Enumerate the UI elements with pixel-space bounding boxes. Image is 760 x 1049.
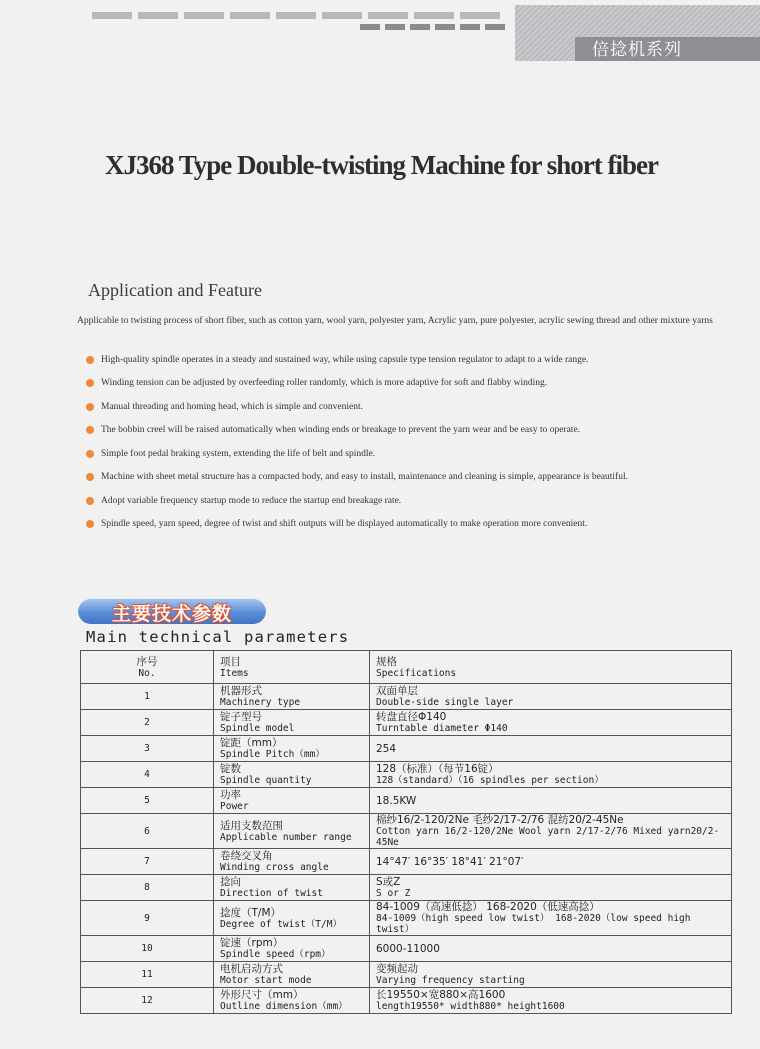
- list-item: [86, 372, 746, 396]
- row-item: [214, 788, 370, 814]
- list-item: [86, 513, 746, 537]
- row-item-en: Outline dimension（mm）: [220, 1001, 348, 1012]
- row-item-en: Direction of twist: [220, 888, 323, 899]
- table-row: [81, 684, 732, 710]
- row-spec-cn: 84-1009（高速低捻） 168-2020（低速高捻）: [376, 901, 600, 913]
- application-intro: Applicable to twisting process of short fiber, such as cotton yarn, wool yarn, polyester yarn, Acrylic yarn, pure polyester, acrylic sewing thread and other mixture yarns: [77, 316, 713, 326]
- row-spec-en: Cotton yarn 16/2-120/2Ne Wool yarn 2/17-2/76 Mixed yarn20/2-45Ne: [376, 826, 720, 848]
- row-item-cn: 功率: [220, 789, 241, 801]
- row-no: 9: [81, 901, 214, 936]
- row-spec-en: 84-1009（high speed low twist） 168-2020（low speed high twist）: [376, 913, 691, 935]
- row-item-cn: 卷绕交叉角: [220, 850, 273, 862]
- row-no: 6: [81, 814, 214, 849]
- row-item-en: Degree of twist（T/M）: [220, 918, 342, 930]
- header-item: [214, 651, 370, 684]
- list-item: [86, 395, 746, 419]
- row-item-cn: 捻向: [220, 876, 241, 888]
- row-spec: [370, 936, 732, 962]
- row-spec: [370, 875, 732, 901]
- header-item-cn: 项目: [220, 655, 241, 668]
- row-spec-en: Double-side single layer: [376, 697, 514, 708]
- header-no-en: No.: [138, 667, 156, 679]
- row-spec-en: 128（standard）（16 spindles per section）: [376, 775, 604, 786]
- row-spec: [370, 762, 732, 788]
- application-heading: Application and Feature: [88, 280, 262, 300]
- feature-text: High-quality spindle operates in a steady and sustained way, while using capsule type tension regulator to adapt to a wide range.: [101, 354, 589, 365]
- feature-text: Machine with sheet metal structure has a compacted body, and easy to install, maintenance and cleaning is simple, appearance is beautiful.: [101, 472, 628, 483]
- row-spec: [370, 849, 732, 875]
- row-item: [214, 814, 370, 849]
- feature-text: Simple foot pedal braking system, extending the life of belt and spindle.: [101, 448, 376, 459]
- row-item: [214, 736, 370, 762]
- feature-list: [86, 348, 746, 536]
- row-no: 4: [81, 762, 214, 788]
- table-row: [81, 988, 732, 1014]
- row-item: [214, 875, 370, 901]
- bullet-dot-icon: [86, 450, 94, 458]
- bullet-dot-icon: [86, 426, 94, 434]
- table-row: [81, 788, 732, 814]
- row-spec-cn: 18.5KW: [376, 794, 417, 807]
- row-spec-cn: 双面单层: [376, 685, 418, 697]
- table-row: [81, 962, 732, 988]
- row-spec-en: Turntable diameter Φ140: [376, 723, 508, 734]
- header-spec: [370, 651, 732, 684]
- row-spec-cn: 变频起动: [376, 963, 418, 975]
- row-no: 7: [81, 849, 214, 875]
- parameters-table: [80, 650, 732, 1014]
- row-no: 10: [81, 936, 214, 962]
- row-spec-cn: 254: [376, 742, 397, 755]
- row-spec-en: S or Z: [376, 888, 411, 899]
- row-no: 3: [81, 736, 214, 762]
- row-spec-cn: S或Z: [376, 876, 401, 888]
- row-spec-cn: 14°47′ 16°35′ 18°41′ 21°07′: [376, 855, 524, 868]
- table-row: [81, 849, 732, 875]
- header-item-en: Items: [220, 667, 249, 679]
- parameters-banner: [78, 598, 266, 624]
- row-item-cn: 捻度（T/M）: [220, 906, 282, 919]
- row-no: 12: [81, 988, 214, 1014]
- row-item-en: Spindle speed（rpm）: [220, 949, 331, 960]
- feature-text: Spindle speed, yarn speed, degree of twist and shift outputs will be displayed automatically to make operation more convenient.: [101, 519, 588, 530]
- bullet-dot-icon: [86, 473, 94, 481]
- table-row: [81, 710, 732, 736]
- table-row: [81, 814, 732, 849]
- row-item-en: Power: [220, 801, 249, 812]
- series-label: 倍捻机系列: [592, 40, 682, 60]
- row-no: 5: [81, 788, 214, 814]
- row-item: [214, 936, 370, 962]
- row-spec: [370, 710, 732, 736]
- row-item-cn: 电机启动方式: [220, 963, 283, 975]
- row-item-en: Winding cross angle: [220, 862, 329, 873]
- row-item-cn: 锭子型号: [220, 711, 262, 723]
- table-row: [81, 901, 732, 936]
- parameters-heading: Main technical parameters: [86, 628, 350, 646]
- row-spec: [370, 962, 732, 988]
- header-spec-cn: 规格: [376, 655, 397, 668]
- row-spec-cn: 棉纱16/2-120/2Ne 毛纱2/17-2/76 混纺20/2-45Ne: [376, 814, 624, 826]
- list-item: [86, 489, 746, 513]
- row-item: [214, 901, 370, 936]
- decorative-stripes-bottom: [360, 24, 505, 30]
- table-row: [81, 762, 732, 788]
- row-item-en: Spindle quantity: [220, 775, 312, 786]
- feature-text: Adopt variable frequency startup mode to reduce the startup end breakage rate.: [101, 495, 402, 506]
- feature-text: The bobbin creel will be raised automatically when winding ends or breakage to prevent the yarn wear and be easy to operate.: [101, 425, 581, 436]
- bullet-dot-icon: [86, 356, 94, 364]
- bullet-dot-icon: [86, 497, 94, 505]
- row-item-cn: 外形尺寸（mm）: [220, 989, 304, 1001]
- row-no: 11: [81, 962, 214, 988]
- row-item: [214, 710, 370, 736]
- row-item-en: Machinery type: [220, 697, 301, 708]
- row-no: 1: [81, 684, 214, 710]
- bullet-dot-icon: [86, 379, 94, 387]
- list-item: [86, 419, 746, 443]
- row-item-en: Spindle Pitch（mm）: [220, 749, 325, 760]
- row-item: [214, 962, 370, 988]
- row-item-cn: 锭速（rpm）: [220, 937, 284, 949]
- row-item: [214, 849, 370, 875]
- row-item-en: Motor start mode: [220, 975, 312, 986]
- row-spec-en: length19550* width880* height1600: [376, 1001, 565, 1012]
- list-item: [86, 466, 746, 490]
- row-spec-cn: 128（标准）（每节16锭）: [376, 763, 499, 775]
- page-title: XJ368 Type Double-twisting Machine for short fiber: [105, 150, 658, 180]
- row-spec: [370, 988, 732, 1014]
- row-item-cn: 锭距（mm）: [220, 737, 283, 749]
- header-spec-en: Specifications: [376, 667, 457, 679]
- row-spec: [370, 736, 732, 762]
- table-row: [81, 875, 732, 901]
- row-spec: [370, 684, 732, 710]
- row-spec: [370, 788, 732, 814]
- row-item: [214, 988, 370, 1014]
- row-spec-en: Varying frequency starting: [376, 975, 525, 986]
- table-header-row: [81, 651, 732, 684]
- row-item-cn: 机器形式: [220, 685, 262, 697]
- decorative-stripes-top: [92, 12, 500, 19]
- row-item-cn: 锭数: [220, 763, 241, 775]
- parameters-banner-text: 主要技术参数: [111, 603, 232, 625]
- row-spec: [370, 814, 732, 849]
- row-spec-cn: 6000-11000: [376, 942, 440, 955]
- header-no: [81, 651, 214, 684]
- row-no: 2: [81, 710, 214, 736]
- list-item: [86, 348, 746, 372]
- table-row: [81, 936, 732, 962]
- row-spec-cn: 转盘直径Φ140: [376, 711, 447, 723]
- header-no-cn: 序号: [136, 655, 158, 668]
- table-row: [81, 736, 732, 762]
- row-spec: [370, 901, 732, 936]
- row-item: [214, 762, 370, 788]
- bullet-dot-icon: [86, 403, 94, 411]
- row-spec-cn: 长19550×宽880×高1600: [376, 989, 506, 1001]
- row-no: 8: [81, 875, 214, 901]
- row-item-en: Applicable number range: [220, 831, 352, 843]
- row-item-cn: 适用支数范围: [220, 819, 283, 832]
- feature-text: Winding tension can be adjusted by overfeeding roller randomly, which is more adaptive for soft and flabby winding.: [101, 378, 548, 389]
- row-item: [214, 684, 370, 710]
- list-item: [86, 442, 746, 466]
- bullet-dot-icon: [86, 520, 94, 528]
- row-item-en: Spindle model: [220, 723, 295, 734]
- feature-text: Manual threading and homing head, which is simple and convenient.: [101, 401, 363, 412]
